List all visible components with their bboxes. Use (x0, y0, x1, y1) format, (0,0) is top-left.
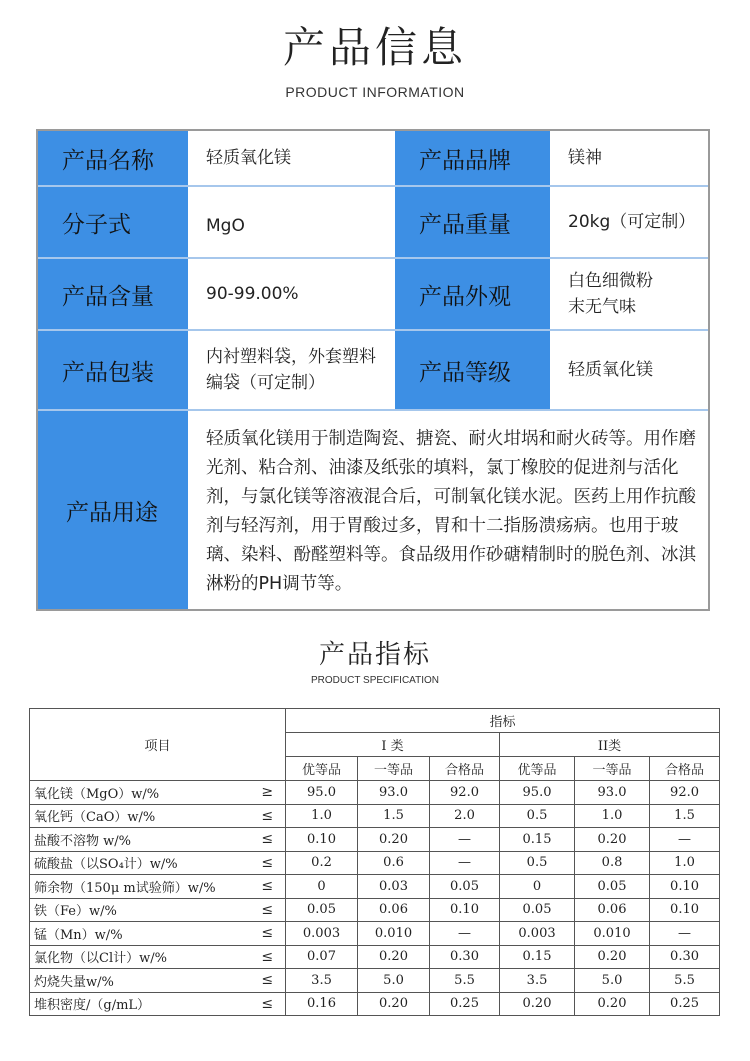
spec-value: 0.07 (286, 945, 358, 969)
spec-value: 5.0 (358, 969, 430, 993)
spec-value: 92.0 (650, 781, 720, 805)
page-title: 产品信息 (282, 23, 467, 72)
spec-value: 0.05 (286, 898, 358, 922)
grade-header: 一等品 (575, 757, 650, 781)
spec-value: 0.06 (575, 898, 650, 922)
spec-value: 0.20 (358, 945, 430, 969)
spec-value: — (650, 828, 720, 852)
spec-comparison-symbol: ≤ (250, 898, 286, 922)
spec-value: 95.0 (286, 781, 358, 805)
appearance-value: 白色细微粉末无气味 (568, 271, 653, 317)
spec-comparison-symbol: ≤ (250, 875, 286, 899)
spec-comparison-symbol: ≥ (250, 781, 286, 805)
spec-value: — (650, 922, 720, 946)
table-row (30, 804, 720, 828)
spec-value: 0.10 (430, 898, 500, 922)
spec-value: — (430, 828, 500, 852)
weight-label: 产品重量 (395, 187, 550, 257)
spec-value: 0.10 (650, 898, 720, 922)
index-header: 指标 (286, 709, 720, 733)
product-info-table (36, 129, 710, 611)
spec-comparison-symbol: ≤ (250, 969, 286, 993)
row-divider (38, 257, 708, 259)
packaging-label: 产品包装 (38, 331, 188, 409)
usage-label: 产品用途 (38, 411, 188, 609)
weight-value: 20kg（可定制） (568, 212, 696, 232)
table-row (30, 969, 720, 993)
spec-item-name: 堆积密度/（g/mL） (30, 992, 250, 1016)
spec-subtitle: PRODUCT SPECIFICATION (311, 675, 439, 686)
spec-item-name: 氧化钙（CaO）w/% (30, 804, 250, 828)
spec-comparison-symbol: ≤ (250, 922, 286, 946)
spec-value: 0.6 (358, 851, 430, 875)
spec-value: 0.20 (358, 992, 430, 1016)
name-value: 轻质氧化镁 (206, 148, 291, 168)
grade-header: 优等品 (286, 757, 358, 781)
spec-value: 0.8 (575, 851, 650, 875)
spec-item-name: 灼烧失量w/% (30, 969, 250, 993)
spec-value: 0 (286, 875, 358, 899)
spec-value: 0.30 (430, 945, 500, 969)
spec-value: 0.2 (286, 851, 358, 875)
formula-label: 分子式 (38, 187, 188, 257)
spec-comparison-symbol: ≤ (250, 851, 286, 875)
row-divider (38, 185, 708, 187)
page-subtitle: PRODUCT INFORMATION (285, 84, 465, 100)
table-row (30, 922, 720, 946)
spec-comparison-symbol: ≤ (250, 828, 286, 852)
spec-item-name: 硫酸盐（以SO₄计）w/% (30, 851, 250, 875)
spec-value: 1.0 (286, 804, 358, 828)
usage-value: 轻质氧化镁用于制造陶瓷、搪瓷、耐火坩埚和耐火砖等。用作磨光剂、粘合剂、油漆及纸张的填料，氯丁橡胶的促进剂与活化剂，与氯化镁等溶液混合后，可制氧化镁水泥。医药上用作抗酸剂与轻泻剂，用于胃酸过多，胃和十二指肠溃疡病。也用于玻璃、染料、酚醛塑料等。食品级用作砂磄精制时的脱色剂、冰淇淋粉的PH调节等。 (206, 429, 696, 594)
class-1-header: I 类 (286, 733, 500, 757)
grade-header: 优等品 (500, 757, 575, 781)
grade-value: 轻质氧化镁 (568, 360, 653, 380)
spec-value: 0.5 (500, 804, 575, 828)
spec-title: 产品指标 (318, 640, 431, 670)
spec-value: 0.010 (358, 922, 430, 946)
spec-comparison-symbol: ≤ (250, 992, 286, 1016)
spec-item-name: 筛余物（150μ m试验筛）w/% (30, 875, 250, 899)
table-row (30, 781, 720, 805)
spec-value: 1.0 (650, 851, 720, 875)
spec-value: 0 (500, 875, 575, 899)
spec-value: 0.15 (500, 945, 575, 969)
spec-item-name: 铁（Fe）w/% (30, 898, 250, 922)
spec-value: 0.10 (286, 828, 358, 852)
table-row (30, 851, 720, 875)
spec-item-name: 盐酸不溶物 w/% (30, 828, 250, 852)
spec-value: 0.25 (430, 992, 500, 1016)
spec-value: 1.5 (358, 804, 430, 828)
spec-table (29, 708, 720, 1016)
spec-value: 0.10 (650, 875, 720, 899)
spec-value: 0.05 (575, 875, 650, 899)
spec-value: 92.0 (430, 781, 500, 805)
spec-value: 5.0 (575, 969, 650, 993)
spec-value: 0.20 (575, 945, 650, 969)
spec-value: 0.03 (358, 875, 430, 899)
spec-value: — (430, 851, 500, 875)
row-divider (38, 329, 708, 331)
spec-value: 3.5 (286, 969, 358, 993)
spec-value: 5.5 (430, 969, 500, 993)
spec-value: 0.06 (358, 898, 430, 922)
spec-value: 3.5 (500, 969, 575, 993)
spec-value: 0.05 (430, 875, 500, 899)
name-label: 产品名称 (38, 131, 188, 185)
grade-header: 合格品 (650, 757, 720, 781)
spec-value: 0.20 (575, 992, 650, 1016)
grade-header: 合格品 (430, 757, 500, 781)
brand-label: 产品品牌 (395, 131, 550, 185)
grade-label: 产品等级 (395, 331, 550, 409)
spec-value: 0.15 (500, 828, 575, 852)
class-2-header: II类 (500, 733, 720, 757)
appearance-label: 产品外观 (395, 259, 550, 329)
table-row (30, 945, 720, 969)
spec-item-name: 氧化镁（MgO）w/% (30, 781, 250, 805)
table-row (30, 898, 720, 922)
packaging-value: 内衬塑料袋，外套塑料编袋（可定制） (206, 347, 376, 393)
table-row (30, 992, 720, 1016)
spec-value: 0.16 (286, 992, 358, 1016)
content-value: 90-99.00% (206, 284, 299, 304)
spec-value: 0.010 (575, 922, 650, 946)
content-label: 产品含量 (38, 259, 188, 329)
spec-item-name: 氯化物（以Cl计）w/% (30, 945, 250, 969)
spec-value: 0.30 (650, 945, 720, 969)
spec-comparison-symbol: ≤ (250, 945, 286, 969)
spec-value: 0.05 (500, 898, 575, 922)
formula-value: MgO (206, 216, 245, 236)
table-row (30, 828, 720, 852)
spec-value: 2.0 (430, 804, 500, 828)
spec-value: 93.0 (575, 781, 650, 805)
spec-value: 93.0 (358, 781, 430, 805)
spec-value: 0.003 (500, 922, 575, 946)
spec-value: 0.20 (358, 828, 430, 852)
spec-value: 0.20 (575, 828, 650, 852)
spec-value: 0.25 (650, 992, 720, 1016)
spec-value: 1.0 (575, 804, 650, 828)
spec-value: 5.5 (650, 969, 720, 993)
brand-value: 镁神 (568, 148, 602, 168)
spec-value: 0.5 (500, 851, 575, 875)
spec-comparison-symbol: ≤ (250, 804, 286, 828)
spec-value: 0.003 (286, 922, 358, 946)
spec-value: — (430, 922, 500, 946)
spec-item-name: 锰（Mn）w/% (30, 922, 250, 946)
spec-value: 95.0 (500, 781, 575, 805)
spec-value: 0.20 (500, 992, 575, 1016)
table-row (30, 875, 720, 899)
row-divider (38, 409, 708, 411)
item-header: 项目 (30, 709, 286, 781)
spec-value: 1.5 (650, 804, 720, 828)
grade-header: 一等品 (358, 757, 430, 781)
